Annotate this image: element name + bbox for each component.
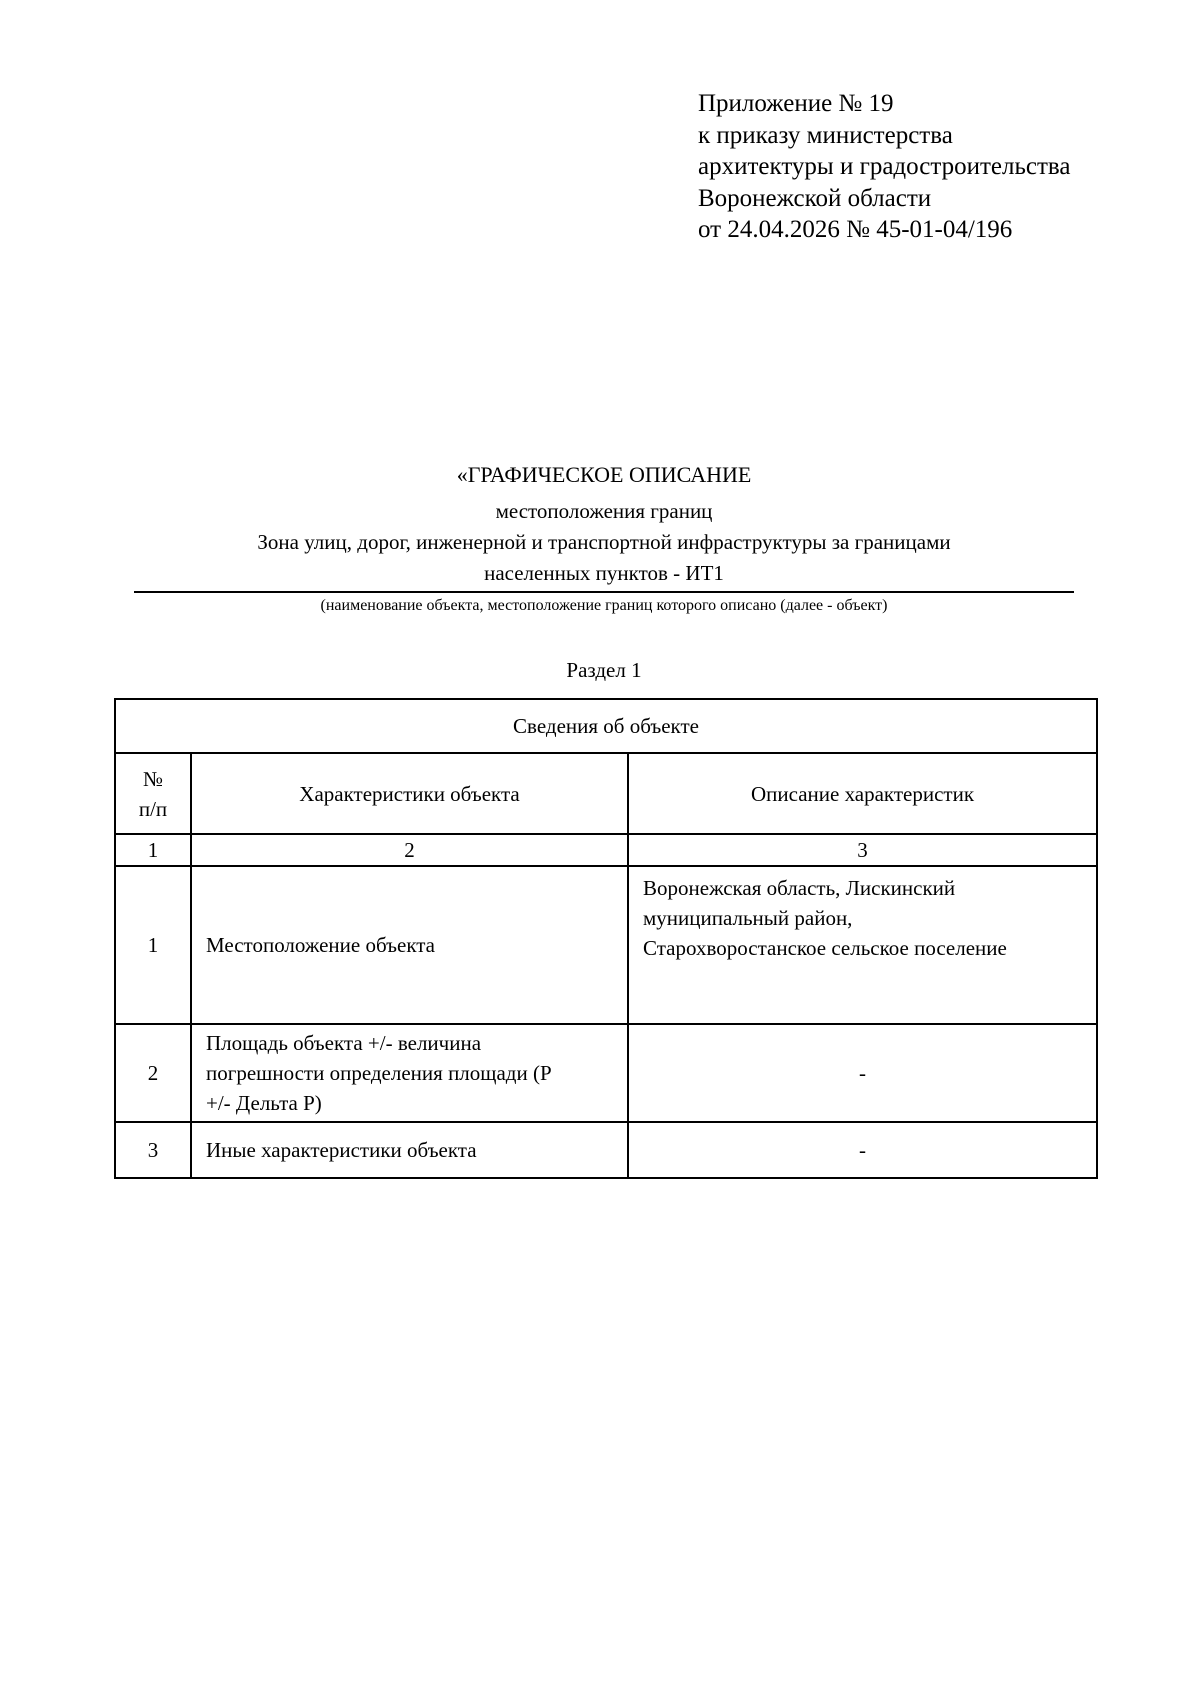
row-num: 3 — [115, 1122, 191, 1178]
characteristic-line: погрешности определения площади (P — [206, 1061, 552, 1085]
appendix-line: к приказу министерства — [698, 121, 953, 149]
table-header-row — [115, 753, 1097, 834]
appendix-line: архитектуры и градостроительства — [698, 153, 1071, 180]
object-name-line: населенных пунктов - ИТ1 — [484, 561, 724, 585]
column-number-row — [115, 834, 1097, 866]
header-description: Описание характеристик — [628, 753, 1097, 834]
column-number: 3 — [628, 834, 1097, 866]
title-underline — [134, 591, 1074, 593]
appendix-line: от 24.04.2026 № 45-01-04/196 — [698, 216, 1013, 243]
object-name-line: Зона улиц, дорог, инженерной и транспортной инфраструктуры за границами — [257, 530, 951, 554]
row-description: - — [628, 1122, 1097, 1178]
document-heading — [134, 462, 1074, 589]
document-title: «ГРАФИЧЕСКОЕ ОПИСАНИЕ — [456, 462, 752, 487]
characteristic-line: Площадь объекта +/- величина — [206, 1031, 482, 1055]
section-title: Раздел 1 — [566, 658, 642, 682]
row-description — [628, 866, 1097, 1024]
row-num: 1 — [115, 866, 191, 1024]
appendix-line: Воронежской области — [698, 184, 932, 212]
header-characteristics: Характеристики объекта — [191, 753, 628, 834]
row-characteristic: Иные характеристики объекта — [191, 1122, 628, 1178]
header-num — [115, 753, 191, 834]
object-info-table — [114, 698, 1098, 1179]
row-characteristic — [191, 1024, 628, 1122]
table-caption: Сведения об объекте — [115, 699, 1097, 753]
object-caption: (наименование объекта, местоположение границ которого описано (далее - объект) — [320, 597, 888, 614]
description-line: Воронежская область, Лискинский — [643, 876, 956, 900]
table-row — [115, 1024, 1097, 1122]
table-row — [115, 866, 1097, 1024]
appendix-line: Приложение № 19 — [698, 90, 894, 117]
document-subtitle: местоположения границ — [495, 499, 713, 523]
appendix-block — [698, 88, 1070, 246]
description-line: муниципальный район, — [643, 906, 853, 930]
row-characteristic: Местоположение объекта — [191, 866, 628, 1024]
characteristic-line: +/- Дельта P) — [206, 1091, 322, 1115]
header-num-line: п/п — [138, 796, 168, 821]
header-num-line: № — [142, 766, 164, 791]
row-num: 2 — [115, 1024, 191, 1122]
column-number: 2 — [191, 834, 628, 866]
table-row — [115, 1122, 1097, 1178]
column-number: 1 — [115, 834, 191, 866]
description-line: Старохворостанское сельское поселение — [643, 936, 1007, 960]
row-description: - — [628, 1024, 1097, 1122]
table-caption-row — [115, 699, 1097, 753]
